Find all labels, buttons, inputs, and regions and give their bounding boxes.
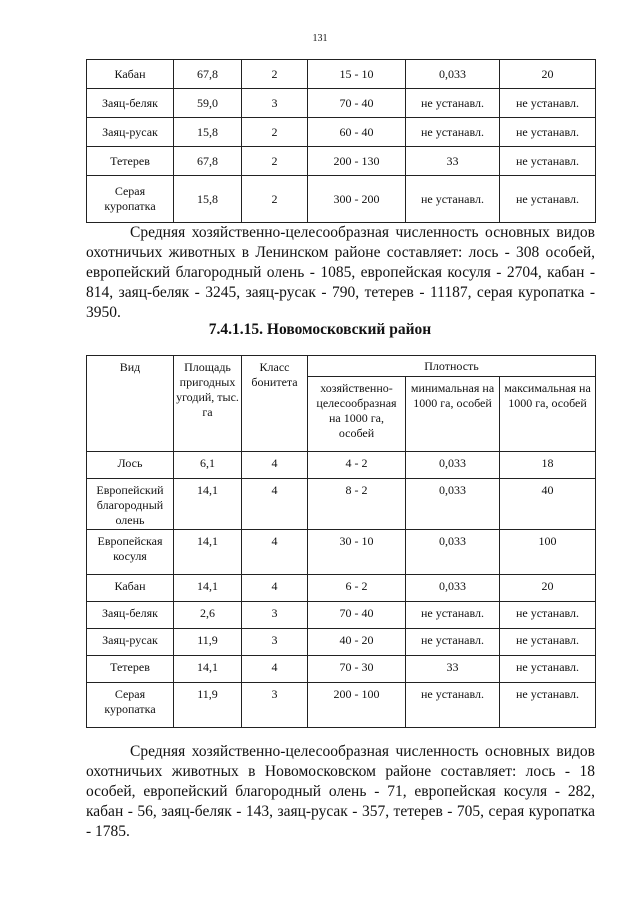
table-row (87, 479, 596, 530)
table-row (87, 656, 596, 683)
table-row (87, 575, 596, 602)
paragraph-novomoskovsky-summary: Средняя хозяйственно-целесообразная численность основных видов охотничьих животных в Новомосковском районе составляет: лось - 18 особей, европейский благородный олень - 71, европейская косуля - 282, кабан - 56, заяц-беляк - 143, заяц-русак - 357, тетерев - 705, серая куропатка - 1785. (86, 743, 595, 840)
table-cell: Тетерев (87, 656, 174, 683)
table-cell: 200 - 130 (308, 147, 406, 176)
table-cell: 67,8 (174, 60, 242, 89)
table-cell: Лось (87, 452, 174, 479)
table-cell: не устанавл. (406, 89, 500, 118)
header-density-optimal: хозяйственно-целесообразная на 1000 га, особей (308, 377, 406, 452)
table-row (87, 683, 596, 728)
table-cell: 8 - 2 (308, 479, 406, 530)
table-cell: 0,033 (406, 575, 500, 602)
table-cell: Европейская косуля (87, 530, 174, 575)
table-cell: 3 (242, 629, 308, 656)
table-cell: не устанавл. (406, 118, 500, 147)
table-cell: 0,033 (406, 60, 500, 89)
density-table-novomoskovsky (86, 355, 596, 728)
table-cell: 6,1 (174, 452, 242, 479)
table-cell: не устанавл. (500, 176, 596, 223)
page-number: 131 (312, 33, 328, 44)
table-cell: не устанавл. (500, 629, 596, 656)
table-cell: Заяц-русак (87, 118, 174, 147)
header-area: Площадь пригодных угодий, тыс. га (174, 356, 242, 452)
table-cell: 0,033 (406, 452, 500, 479)
table-cell: 4 (242, 656, 308, 683)
table-cell: не устанавл. (500, 118, 596, 147)
table-cell: 4 (242, 575, 308, 602)
table-cell: Серая куропатка (87, 683, 174, 728)
section-title: 7.4.1.15. Новомосковский район (208, 321, 432, 338)
table-cell: 40 - 20 (308, 629, 406, 656)
table-row (87, 452, 596, 479)
table-row (87, 602, 596, 629)
table-cell: 2 (242, 147, 308, 176)
table-cell: 15,8 (174, 176, 242, 223)
table-cell: не устанавл. (500, 147, 596, 176)
table-cell: 33 (406, 656, 500, 683)
table-cell: 300 - 200 (308, 176, 406, 223)
table-cell: Заяц-беляк (87, 602, 174, 629)
table-cell: 11,9 (174, 683, 242, 728)
table-cell: 33 (406, 147, 500, 176)
table-cell: 3 (242, 89, 308, 118)
table-cell: 14,1 (174, 479, 242, 530)
header-class: Класс бонитета (242, 356, 308, 452)
header-density-max: максимальная на 1000 га, особей (500, 377, 596, 452)
table-cell: 2 (242, 176, 308, 223)
header-density: Плотность (308, 356, 596, 377)
table-cell: не устанавл. (406, 629, 500, 656)
table-cell: Серая куропатка (87, 176, 174, 223)
table-row (87, 147, 596, 176)
table-row (87, 89, 596, 118)
header-density-min: минимальная на 1000 га, особей (406, 377, 500, 452)
table-row (87, 60, 596, 89)
table-cell: 4 (242, 479, 308, 530)
table-cell: 14,1 (174, 530, 242, 575)
table-cell: Тетерев (87, 147, 174, 176)
table-cell: не устанавл. (406, 176, 500, 223)
header-species: Вид (87, 356, 174, 452)
table-row (87, 118, 596, 147)
table-cell: 70 - 40 (308, 602, 406, 629)
paragraph-leninsky-summary: Средняя хозяйственно-целесообразная численность основных видов охотничьих животных в Ленинском районе составляет: лось - 308 особей, европейский благородный олень - 1085, европейская косуля - 2704, кабан - 814, заяц-беляк - 3245, заяц-русак - 790, тетерев - 11187, серая куропатка - 3950. (86, 224, 595, 321)
table-cell: 40 (500, 479, 596, 530)
table-cell: 60 - 40 (308, 118, 406, 147)
table-cell: не устанавл. (500, 602, 596, 629)
table-cell: 2 (242, 60, 308, 89)
table-cell: 4 (242, 530, 308, 575)
table-cell: 70 - 30 (308, 656, 406, 683)
table-cell: 20 (500, 575, 596, 602)
table-cell: не устанавл. (406, 602, 500, 629)
table-cell: 2,6 (174, 602, 242, 629)
table-cell: 3 (242, 602, 308, 629)
table-row (87, 176, 596, 223)
table-cell: Европейский благородный олень (87, 479, 174, 530)
table-cell: не устанавл. (500, 683, 596, 728)
table-cell: 59,0 (174, 89, 242, 118)
table-cell: 14,1 (174, 575, 242, 602)
table-cell: 200 - 100 (308, 683, 406, 728)
table-cell: 4 - 2 (308, 452, 406, 479)
table-cell: не устанавл. (500, 89, 596, 118)
table-cell: 100 (500, 530, 596, 575)
table-cell: 0,033 (406, 479, 500, 530)
table-row (87, 530, 596, 575)
table-row (87, 629, 596, 656)
table-cell: 4 (242, 452, 308, 479)
table-cell: Заяц-беляк (87, 89, 174, 118)
table-cell: не устанавл. (500, 656, 596, 683)
table-cell: 6 - 2 (308, 575, 406, 602)
table-cell: 0,033 (406, 530, 500, 575)
table-cell: 20 (500, 60, 596, 89)
table-cell: 30 - 10 (308, 530, 406, 575)
table-cell: 3 (242, 683, 308, 728)
table-cell: 70 - 40 (308, 89, 406, 118)
table-cell: не устанавл. (406, 683, 500, 728)
density-table-leninsky-continued (86, 59, 596, 223)
table-cell: 18 (500, 452, 596, 479)
table-cell: 15,8 (174, 118, 242, 147)
table-cell: Кабан (87, 575, 174, 602)
table-cell: Кабан (87, 60, 174, 89)
table-cell: 2 (242, 118, 308, 147)
table-cell: 15 - 10 (308, 60, 406, 89)
table-cell: 11,9 (174, 629, 242, 656)
table-cell: 14,1 (174, 656, 242, 683)
table-cell: 67,8 (174, 147, 242, 176)
table-cell: Заяц-русак (87, 629, 174, 656)
